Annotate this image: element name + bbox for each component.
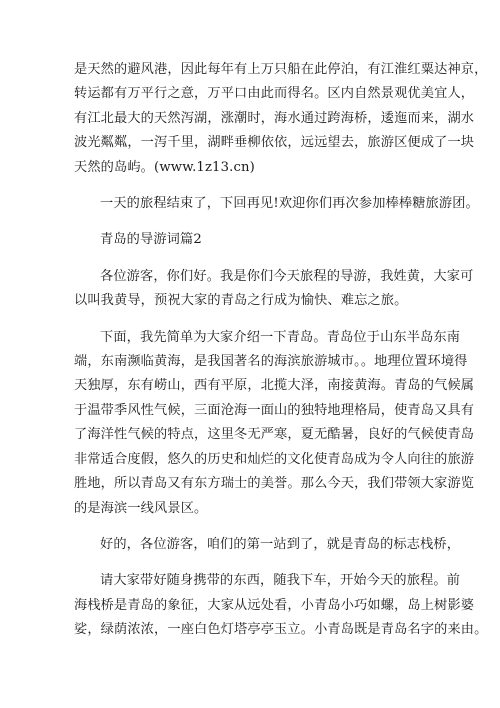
text-line: 海栈桥是青岛的象征，大家从远处看，小青岛小巧如螺，岛上树影婆	[74, 597, 475, 613]
paragraph-greeting	[74, 265, 474, 314]
text-line: 以叫我黄导，预祝大家的青岛之行成为愉快、难忘之旅。	[74, 293, 408, 309]
section-heading	[74, 228, 446, 252]
text-line: 各位游客，你们好。我是你们今天旅程的导游，我姓黄，大家可	[100, 268, 474, 284]
text-line: 是天然的避风港，因此每年有上万只船在此停泊，有江淮红粟达神京，	[74, 62, 488, 77]
text-line: 胜地，所以青岛又有东方瑞士的美誉。那么今天，我们带领大家游览	[74, 476, 475, 492]
text-line: 了海洋性气候的特点，这里冬无严寒，夏无酷暑，良好的气候使青岛	[74, 427, 475, 443]
text-line: 转运都有万平行之意，万平口由此而得名。区内自然景观优美宜人，	[74, 86, 475, 102]
paragraph-gap	[74, 521, 446, 533]
text-line: 天独厚，东有崂山，西有平原，北揽大泽，南接黄海。青岛的气候属	[74, 378, 475, 394]
paragraph-gap	[74, 253, 446, 265]
text-line: 有江北最大的天然泻湖，涨潮时，海水通过跨海桥，逶迤而来，湖水	[74, 110, 475, 126]
paragraph-gap	[74, 180, 446, 192]
paragraph-intro-qingdao	[74, 326, 475, 521]
paragraph-gap	[74, 557, 446, 569]
text-line: 非常适合度假，悠久的历史和灿烂的文化使青岛成为令人向往的旅游	[74, 451, 475, 467]
section-title: 青岛的导游词篇2	[100, 232, 202, 248]
paragraph-farewell	[74, 192, 479, 216]
text-line: 端，东南濒临黄海，是我国著名的海滨旅游城市。。地理位置环境得	[74, 354, 468, 370]
paragraph-gap	[74, 314, 446, 326]
paragraph-zhanqiao	[74, 569, 488, 642]
text-line: 请大家带好随身携带的东西，随我下车，开始今天的旅程。前	[100, 573, 461, 589]
text-line: 的是海滨一线风景区。	[74, 500, 208, 516]
text-line: 好的，各位游客，咱们的第一站到了，就是青岛的标志栈桥，	[100, 536, 461, 552]
paragraph-wanpingkou	[74, 58, 488, 180]
paragraph-gap	[74, 216, 446, 228]
document-page	[74, 58, 488, 643]
paragraph-first-stop	[74, 533, 461, 557]
text-line: 一天的旅程结束了，下回再见!欢迎你们再次参加棒棒糖旅游团。	[100, 196, 479, 212]
text-line: 娑，绿荫浓浓，一座白色灯塔亭亭玉立。小青岛既是青岛名字的来由。	[74, 622, 488, 638]
text-line: 天然的岛屿。(www.1z13.cn)	[74, 159, 255, 175]
text-line: 波光粼粼，一泻千里，湖畔垂柳依依，远远望去，旅游区便成了一块	[74, 135, 475, 151]
text-line: 下面，我先简单为大家介绍一下青岛。青岛位于山东半岛东南	[100, 329, 461, 345]
text-line: 于温带季风性气候，三面沧海一面山的独特地理格局，使青岛又具有	[74, 402, 475, 418]
